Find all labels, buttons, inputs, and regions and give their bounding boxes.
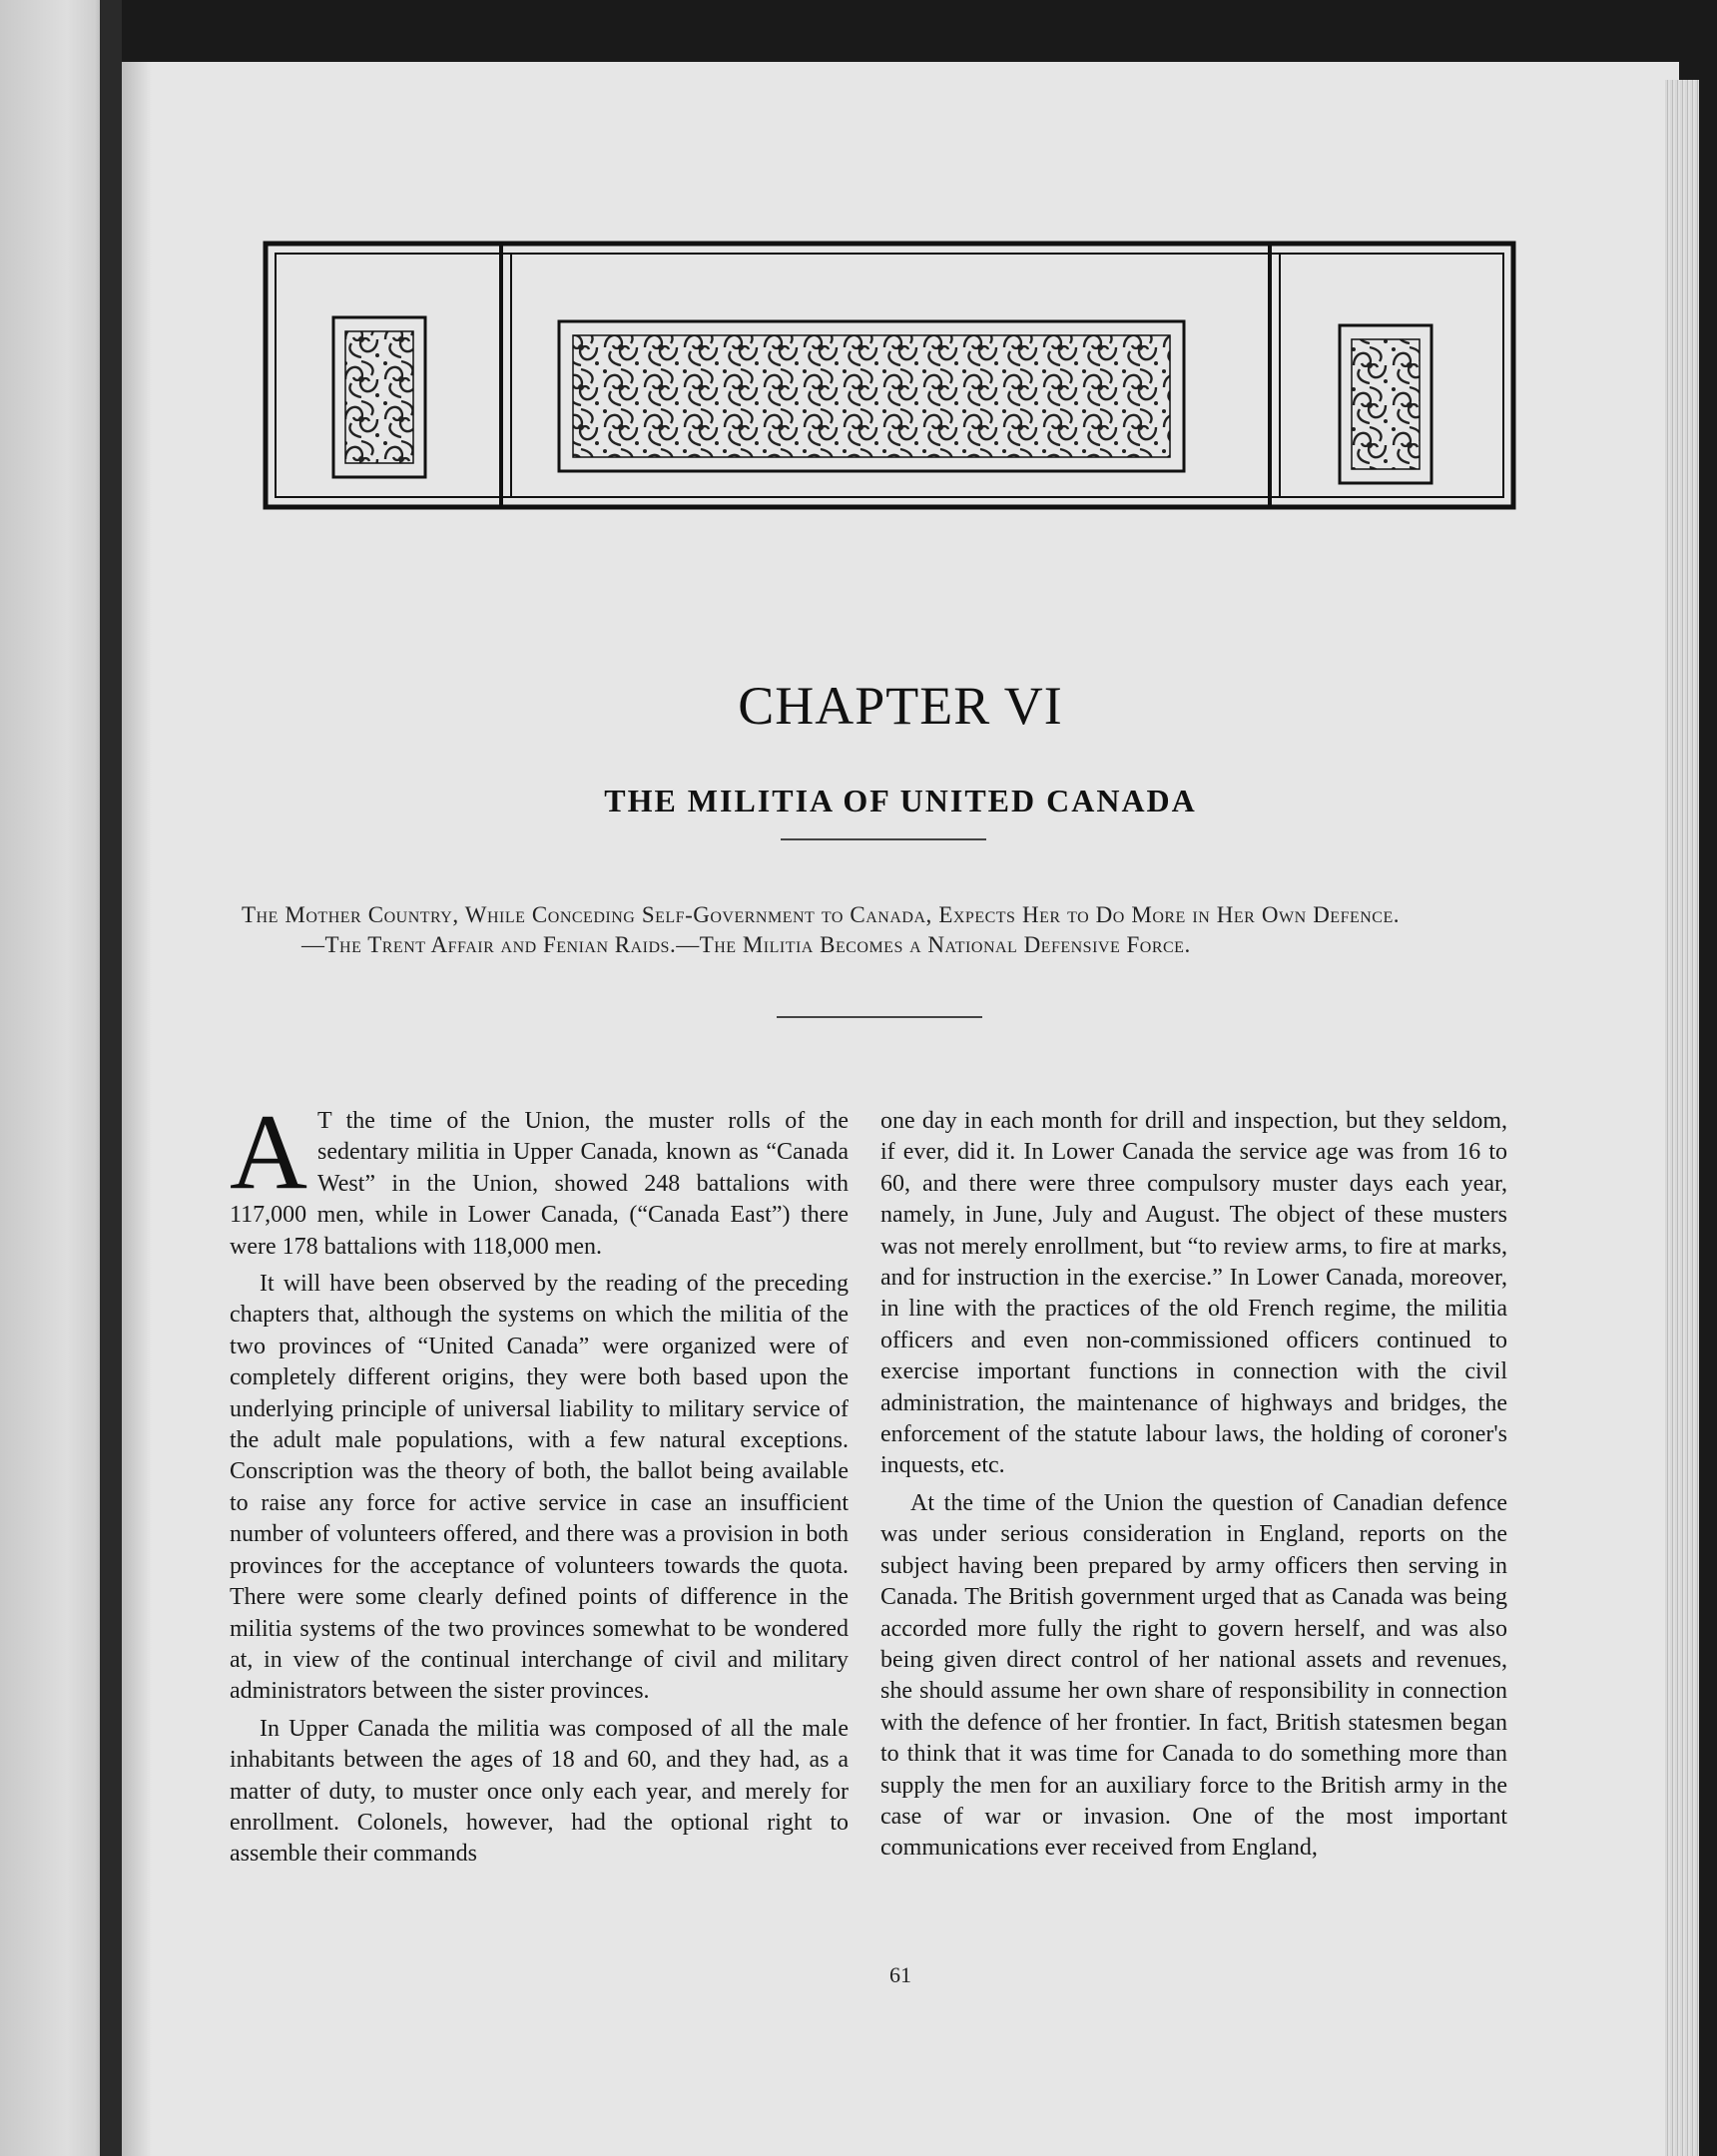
chapter-synopsis [242,900,1400,960]
page-stack-edge [1665,80,1699,2156]
page-number: 61 [889,1962,911,1987]
chapter-subtitle: THE MILITIA OF UNITED CANADA [604,783,1197,818]
paragraph: one day in each month for drill and inspection, but they seldom, if ever, did it. In Lower Canada the service age was from 16 to 60, and there were three compulsory muster days each year, namely, in June, July and August. The object of these musters was not merely enrollment, but “to review arms, to fire at marks, and for instruction in the exercise.” In Lower Canada, moreover, in line with the practices of the old French regime, the militia officers and even non-commissioned officers continued to exercise important functions in connection with the civil administration, the maintenance of highways and bridges, the enforcement of the statute labour laws, the holding of coroner's inquests, etc. [880,1108,1507,1479]
paragraph [230,1093,849,1263]
title-rule [781,838,986,840]
text-column-right [880,1106,1507,1871]
text-column-left [230,1093,849,1877]
paragraph-text: T the time of the Union, the muster rolls of the sedentary militia in Upper Canada, known as “Canada West” in the Union, showed 248 battalions with 117,000 men, while in Lower Canada, (“Canada East”) there were 178 battalions with 118,000 men. [230,1108,849,1260]
facing-page-edge [0,0,112,2156]
paragraph: In Upper Canada the militia was composed of all the male inhabitants between the ages of 18 and 60, and they had, as a matter of duty, to muster once only each year, and merely for enrollment. Colonels, however, had the optional right to assemble their commands [230,1715,849,1868]
synopsis-text: The Mother Country, While Conceding Self-Government to Canada, Expects Her to Do More in Her Own Defence.—The Trent Affair and Fenian Raids.—The Militia Becomes a National Defensive Force. [242,902,1400,957]
chapter-title: CHAPTER VI [738,676,1063,736]
paragraph: It will have been observed by the reading of the preceding chapters that, although the systems on which the militia of the two provinces of “United Canada” were organized were of completely different origins, they were both based upon the underlying principle of universal liability to military service of the adult male populations, with a few natural exceptions. Conscription was the theory of both, the ballot being available to raise any force for active service in case an insufficient number of volunteers offered, and there was a provision in both provinces for the acceptance of volunteers towards the quota. There were some clearly defined points of difference in the militia systems of the two provinces somewhat to be wondered at, in view of the continual interchange of civil and military administrators between the sister provinces. [230,1271,849,1705]
book-gutter [100,0,122,2156]
drop-cap: A [230,1093,307,1212]
book-page [122,62,1679,2156]
ornamental-headpiece [262,240,1517,511]
synopsis-rule [777,1016,982,1018]
gutter-shadow [122,62,152,2156]
paragraph: At the time of the Union the question of Canadian defence was under serious consideration in England, reports on the subject having been prepared by army officers then serving in Canada. The British government urged that as Canada was being accorded more fully the right to govern herself, and was also being given direct control of her national assets and revenues, she should assume her own share of responsibility in connection with the defence of her frontier. In fact, British statesmen began to think that it was time for Canada to do something more than supply the men for an auxiliary force to the British army in the case of war or invasion. One of the most important communications ever received from England, [880,1489,1507,1862]
